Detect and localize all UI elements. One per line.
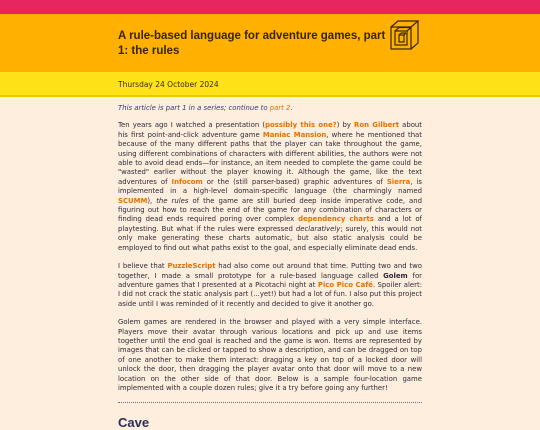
text: for adventure games that I presented at a Picotachi night at	[118, 271, 422, 289]
part-2-link[interactable]: part 2	[269, 104, 291, 112]
ron-gilbert-link[interactable]: Ron Gilbert	[354, 121, 399, 130]
text: or the (still parser-based) graphic adventures of	[202, 177, 387, 186]
isometric-cube-logo-icon[interactable]	[388, 18, 420, 52]
emphasis-the-rules: the rules	[156, 196, 189, 205]
pico-pico-cafe-link[interactable]: Pico Pico Café	[317, 280, 373, 289]
text: of the game are still buried deep inside imperative code, and figuring out how to reach the end of the game for any combination of characters or finding dead ends required poring over complex	[118, 196, 422, 224]
text: about his first point-and-click adventure game	[118, 121, 422, 139]
paragraph-1	[118, 121, 422, 253]
dependency-charts-link[interactable]: dependency charts	[298, 215, 374, 224]
golem-name: Golem	[383, 271, 408, 280]
text: ),	[147, 196, 157, 205]
series-note-text: This article is part 1 in a series; continue to	[118, 104, 270, 112]
presentation-link[interactable]: possibly this one?	[265, 121, 337, 130]
paragraph-2	[118, 262, 422, 309]
scumm-link[interactable]: SCUMM	[118, 196, 148, 205]
section-heading: Cave	[118, 415, 150, 430]
section-divider	[118, 402, 422, 403]
text: and a lot of playtesting. But what if the rules were expressed	[118, 215, 422, 233]
maniac-mansion-link[interactable]: Maniac Mansion	[262, 130, 327, 139]
page-title: A rule-based language for adventure games, part 1: the rules	[118, 30, 386, 57]
text: , is implemented in a high-level domain-specific language (the charmingly named	[118, 177, 422, 196]
series-note	[118, 104, 422, 113]
text: . Spoiler alert: I did not crack the static analysis part (...yet!) but had a lot of fun. I also put this project aside until I was reminded of it recently and decided to give it another go.	[118, 280, 423, 308]
date-bar	[0, 72, 540, 97]
series-note-end: .	[290, 104, 293, 112]
paragraph-3: Golem games are rendered in the browser and played with a very simple interface. Players move their avatar through various locations and pick up and use items together until the end goal is reached and the game is won. Items are represented by images that can be clicked or tapped to show a description, and can be dragged on top of one another to make them interact: dragging a key on top of a locked door will unlock the door, then dragging the player avatar onto that door will move to a new location on the other side of that door. Below is a sample four-location game implemented with a couple dozen rules; give it a try before going any further!	[118, 318, 422, 392]
text: , where he mentioned that because of the many different paths that the player can take throughout the game, using different combinations of characters with different abilities, the authors were not able to avoid dead ends—for instance, an item needed to complete the game could be "wasted" earlier without the player knowing it. Although the game, like the text adventures of	[118, 130, 422, 186]
text: Ten years ago I watched a presentation (	[118, 121, 266, 130]
post-date: Thursday 24 October 2024	[118, 80, 219, 89]
text: ; surely, this would not only make generating these charts automatic, but also static analysis could be employed to find out what paths exist to the goal, and especially eliminate dead ends.	[118, 224, 422, 252]
text: ) by	[336, 121, 355, 130]
text: had also come out around that time. Putting two and two together, I made a small prototype for a rule-based language called	[118, 262, 422, 280]
emphasis-declaratively: declaratively	[295, 224, 341, 233]
infocom-link[interactable]: Infocom	[171, 177, 203, 186]
sierra-link[interactable]: Sierra	[386, 177, 411, 186]
puzzlescript-link[interactable]: PuzzleScript	[167, 262, 216, 271]
top-color-stripe	[0, 0, 540, 14]
text: I believe that	[118, 262, 168, 271]
article-body	[118, 104, 422, 430]
